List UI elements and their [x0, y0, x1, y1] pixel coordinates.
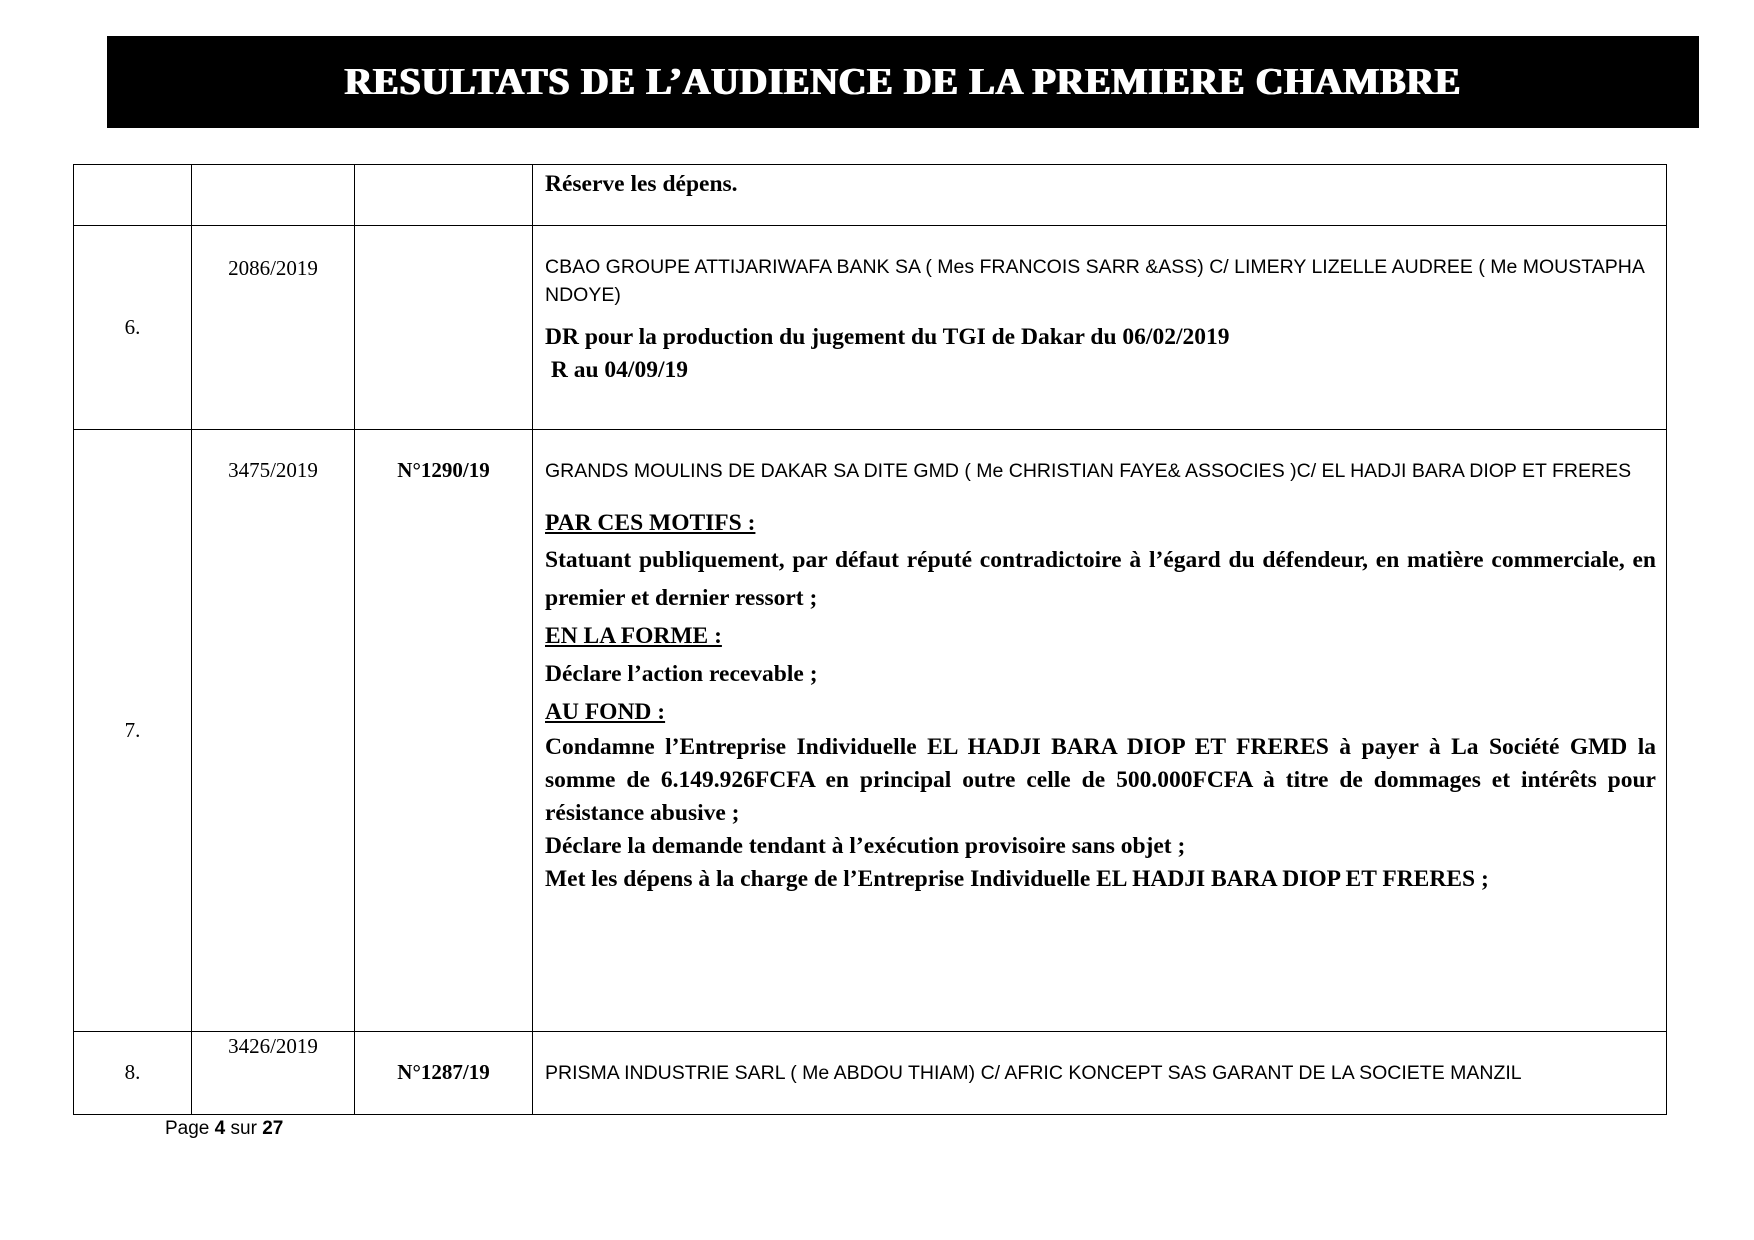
- decision-cell: [533, 1031, 1667, 1114]
- parties-text: GRANDS MOULINS DE DAKAR SA DITE GMD ( Me CHRISTIAN FAYE& ASSOCIES )C/ EL HADJI BARA DIOP ET FRERES: [545, 460, 1632, 483]
- judgment-number-cell: [355, 226, 533, 430]
- results-table: [73, 164, 1667, 1115]
- judgment-number-cell: N°1287/19: [355, 1031, 533, 1114]
- footer-current-page: 4: [214, 1118, 226, 1139]
- role-number-cell: [192, 226, 355, 430]
- motifs-heading: PAR CES MOTIFS :: [545, 510, 756, 537]
- case-number-cell: [74, 165, 192, 226]
- role-number-cell: [192, 1031, 355, 1114]
- decision-cell: [533, 430, 1667, 1032]
- parties-text: PRISMA INDUSTRIE SARL ( Me ABDOU THIAM) C/ AFRIC KONCEPT SAS GARANT DE LA SOCIETE MANZIL: [545, 1061, 1522, 1084]
- case-number-cell: 7.: [74, 430, 192, 1032]
- role-number: 3426/2019: [228, 1033, 318, 1058]
- footer-prefix: Page: [165, 1118, 215, 1139]
- decision-cell: [533, 165, 1667, 226]
- fond-text: Condamne l’Entreprise Individuelle EL HADJI BARA DIOP ET FRERES à payer à La Société GMD la somme de 6.149.926FCFA en principal outre celle de 500.000FCFA à titre de dommages et intérêts pour résistance abusive ;: [545, 734, 1656, 827]
- decision-line: R au 04/09/19: [545, 357, 688, 384]
- forme-heading: EN LA FORME :: [545, 623, 722, 650]
- table-row: [74, 226, 1667, 430]
- fond-text: Déclare la demande tendant à l’exécution provisoire sans objet ;: [545, 833, 1186, 860]
- parties-text: CBAO GROUPE ATTIJARIWAFA BANK SA ( Mes FRANCOIS SARR &ASS) C/ LIMERY LIZELLE AUDREE ( Me MOUSTAPHA NDOYE): [545, 256, 1644, 307]
- judgment-number: N°1290/19: [397, 458, 490, 483]
- table-row: [74, 1031, 1667, 1114]
- table-row: [74, 165, 1667, 226]
- role-number: 2086/2019: [228, 256, 318, 281]
- judgment-number-cell: [355, 430, 533, 1032]
- judgment-number-cell: [355, 165, 533, 226]
- fond-heading: AU FOND :: [545, 699, 666, 726]
- footer-middle: sur: [225, 1118, 263, 1139]
- fond-text: Met les dépens à la charge de l’Entreprise Individuelle EL HADJI BARA DIOP ET FRERES ;: [545, 866, 1489, 893]
- role-number-cell: [192, 165, 355, 226]
- motifs-text: Statuant publiquement, par défaut réputé contradictoire à l’égard du défendeur, en matière commerciale, en premier et dernier ressort ;: [545, 547, 1656, 612]
- case-number-cell: 8.: [74, 1031, 192, 1114]
- role-number: 3475/2019: [228, 458, 318, 483]
- footer-total-pages: 27: [262, 1118, 284, 1139]
- header-banner: [107, 36, 1699, 128]
- case-number-cell: 6.: [74, 226, 192, 430]
- decision-cell: [533, 226, 1667, 430]
- page-title: RESULTATS DE L’AUDIENCE DE LA PREMIERE CHAMBRE: [344, 61, 1462, 103]
- role-number-cell: [192, 430, 355, 1032]
- decision-line: DR pour la production du jugement du TGI de Dakar du 06/02/2019: [545, 324, 1230, 351]
- table-row: [74, 430, 1667, 1032]
- page-footer: [165, 1118, 283, 1140]
- decision-text: Réserve les dépens.: [545, 171, 738, 197]
- forme-text: Déclare l’action recevable ;: [545, 661, 818, 688]
